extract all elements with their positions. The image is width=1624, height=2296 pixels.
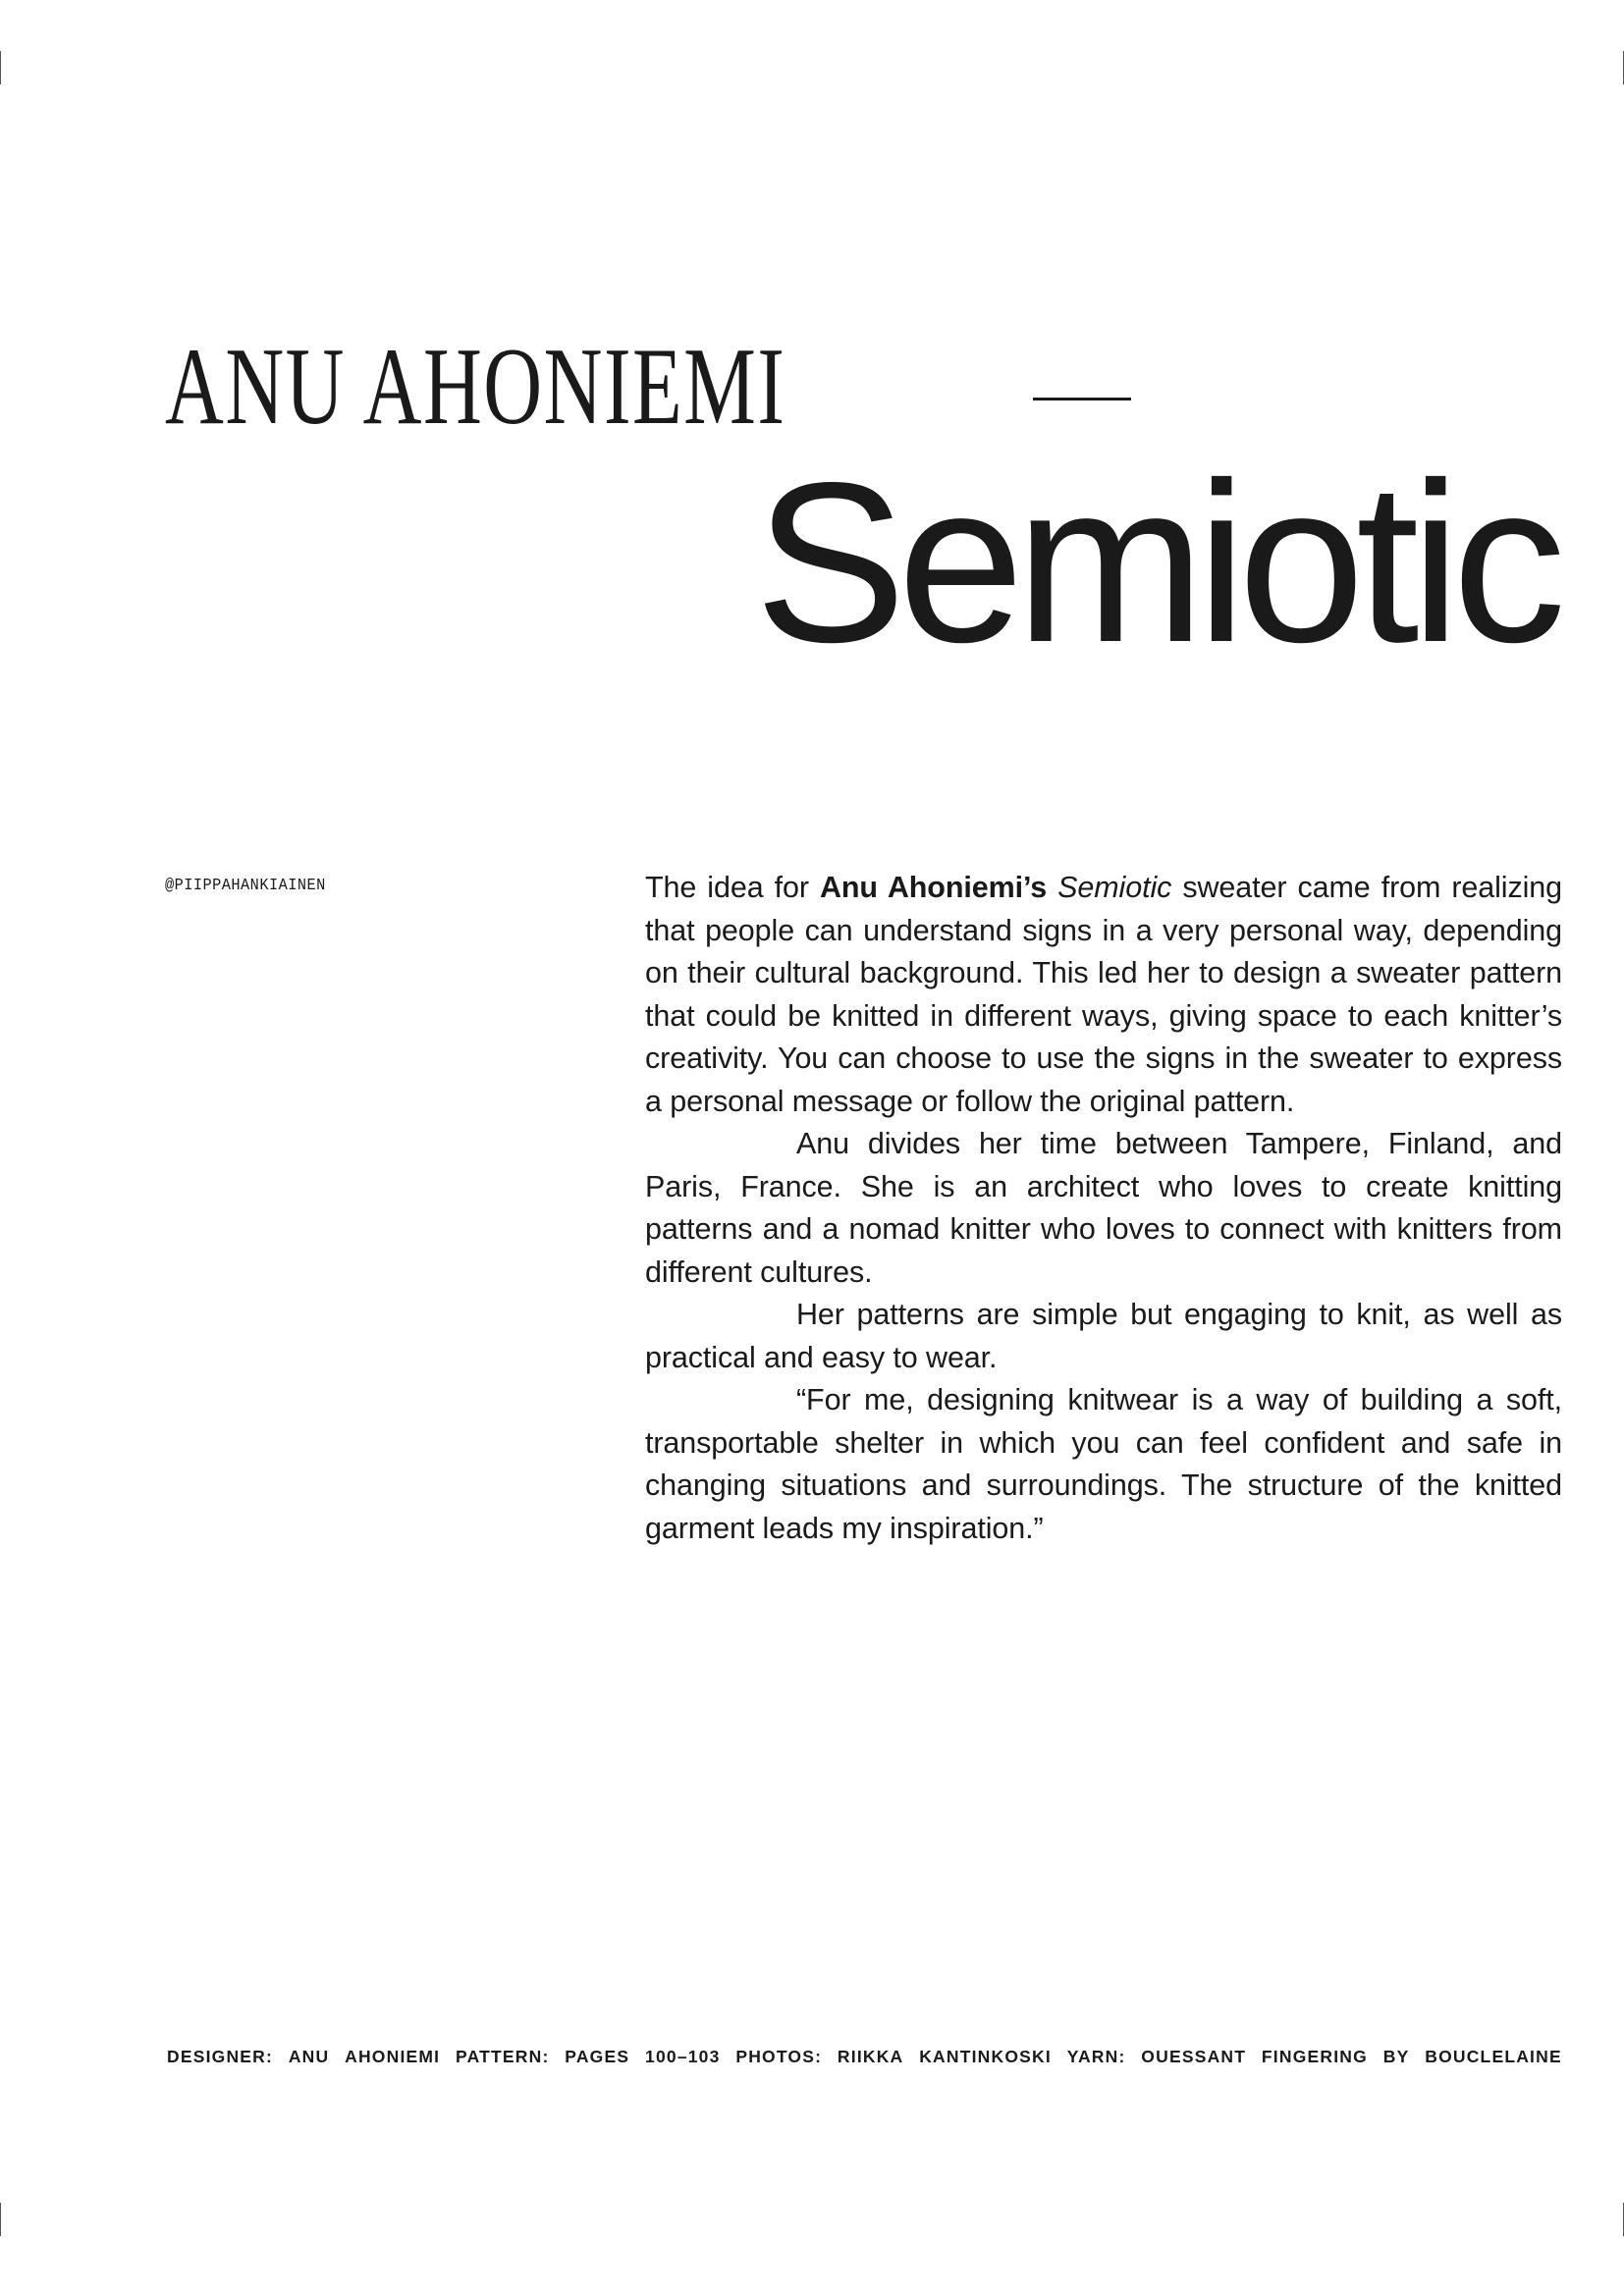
article-paragraph: Anu divides her time between Tampere, Finland, and Paris, France. She is an architect who loves to create knitting patterns and a nomad knitter who loves to connect with knitters from different cultures. [645, 1127, 1562, 1289]
footer-credits [167, 2047, 1562, 2067]
article-paragraph-quote: “For me, designing knitwear is a way of building a soft, transportable shelter in which you can feel confident and safe in changing situations and surroundings. The structure of the knitted garment leads my inspiration.” [645, 1383, 1562, 1545]
pattern-title: Semiotic [754, 436, 1557, 690]
footer-word: PATTERN: [456, 2047, 550, 2066]
crop-mark-top-left [0, 51, 1, 84]
footer-word: BY [1382, 2047, 1410, 2066]
article-body [645, 867, 1562, 1550]
footer-word: PHOTOS: [735, 2047, 823, 2066]
footer-word: OUESSANT [1141, 2047, 1247, 2066]
designer-name-heading: ANU AHONIEMI [165, 326, 786, 448]
photo-credit: @PIIPPAHANKIAINEN [165, 877, 326, 895]
footer-word: 100–103 [645, 2047, 721, 2066]
footer-word: PAGES [565, 2047, 630, 2066]
crop-mark-bottom-left [0, 2203, 1, 2236]
footer-word: BOUCLELAINE [1425, 2047, 1562, 2066]
paragraph-text: sweater came from realizing that people can understand signs in a very personal way, depending on their cultural background. This led her to design a sweater pattern that could be knitted in different ways, giving space to each knitter’s creativity. You can choose to use the signs in the sweater to express a personal message or follow the original pattern. [645, 871, 1563, 1118]
footer-word: ANU [288, 2047, 330, 2066]
footer-word: KANTINKOSKI [919, 2047, 1052, 2066]
article-paragraph: Her patterns are simple but engaging to knit, as well as practical and easy to wear. [645, 1298, 1562, 1374]
pattern-title-inline: Semiotic [1057, 871, 1172, 904]
title-dash [1033, 398, 1131, 400]
footer-word: YARN: [1066, 2047, 1126, 2066]
footer-word: FINGERING [1261, 2047, 1368, 2066]
footer-word: AHONIEMI [345, 2047, 441, 2066]
designer-name-inline: Anu Ahoniemi’s [819, 871, 1048, 904]
footer-word: RIIKKA [837, 2047, 904, 2066]
intro-text: The idea for [645, 871, 820, 904]
article-paragraph [645, 867, 1562, 1123]
footer-word: DESIGNER: [167, 2047, 274, 2066]
